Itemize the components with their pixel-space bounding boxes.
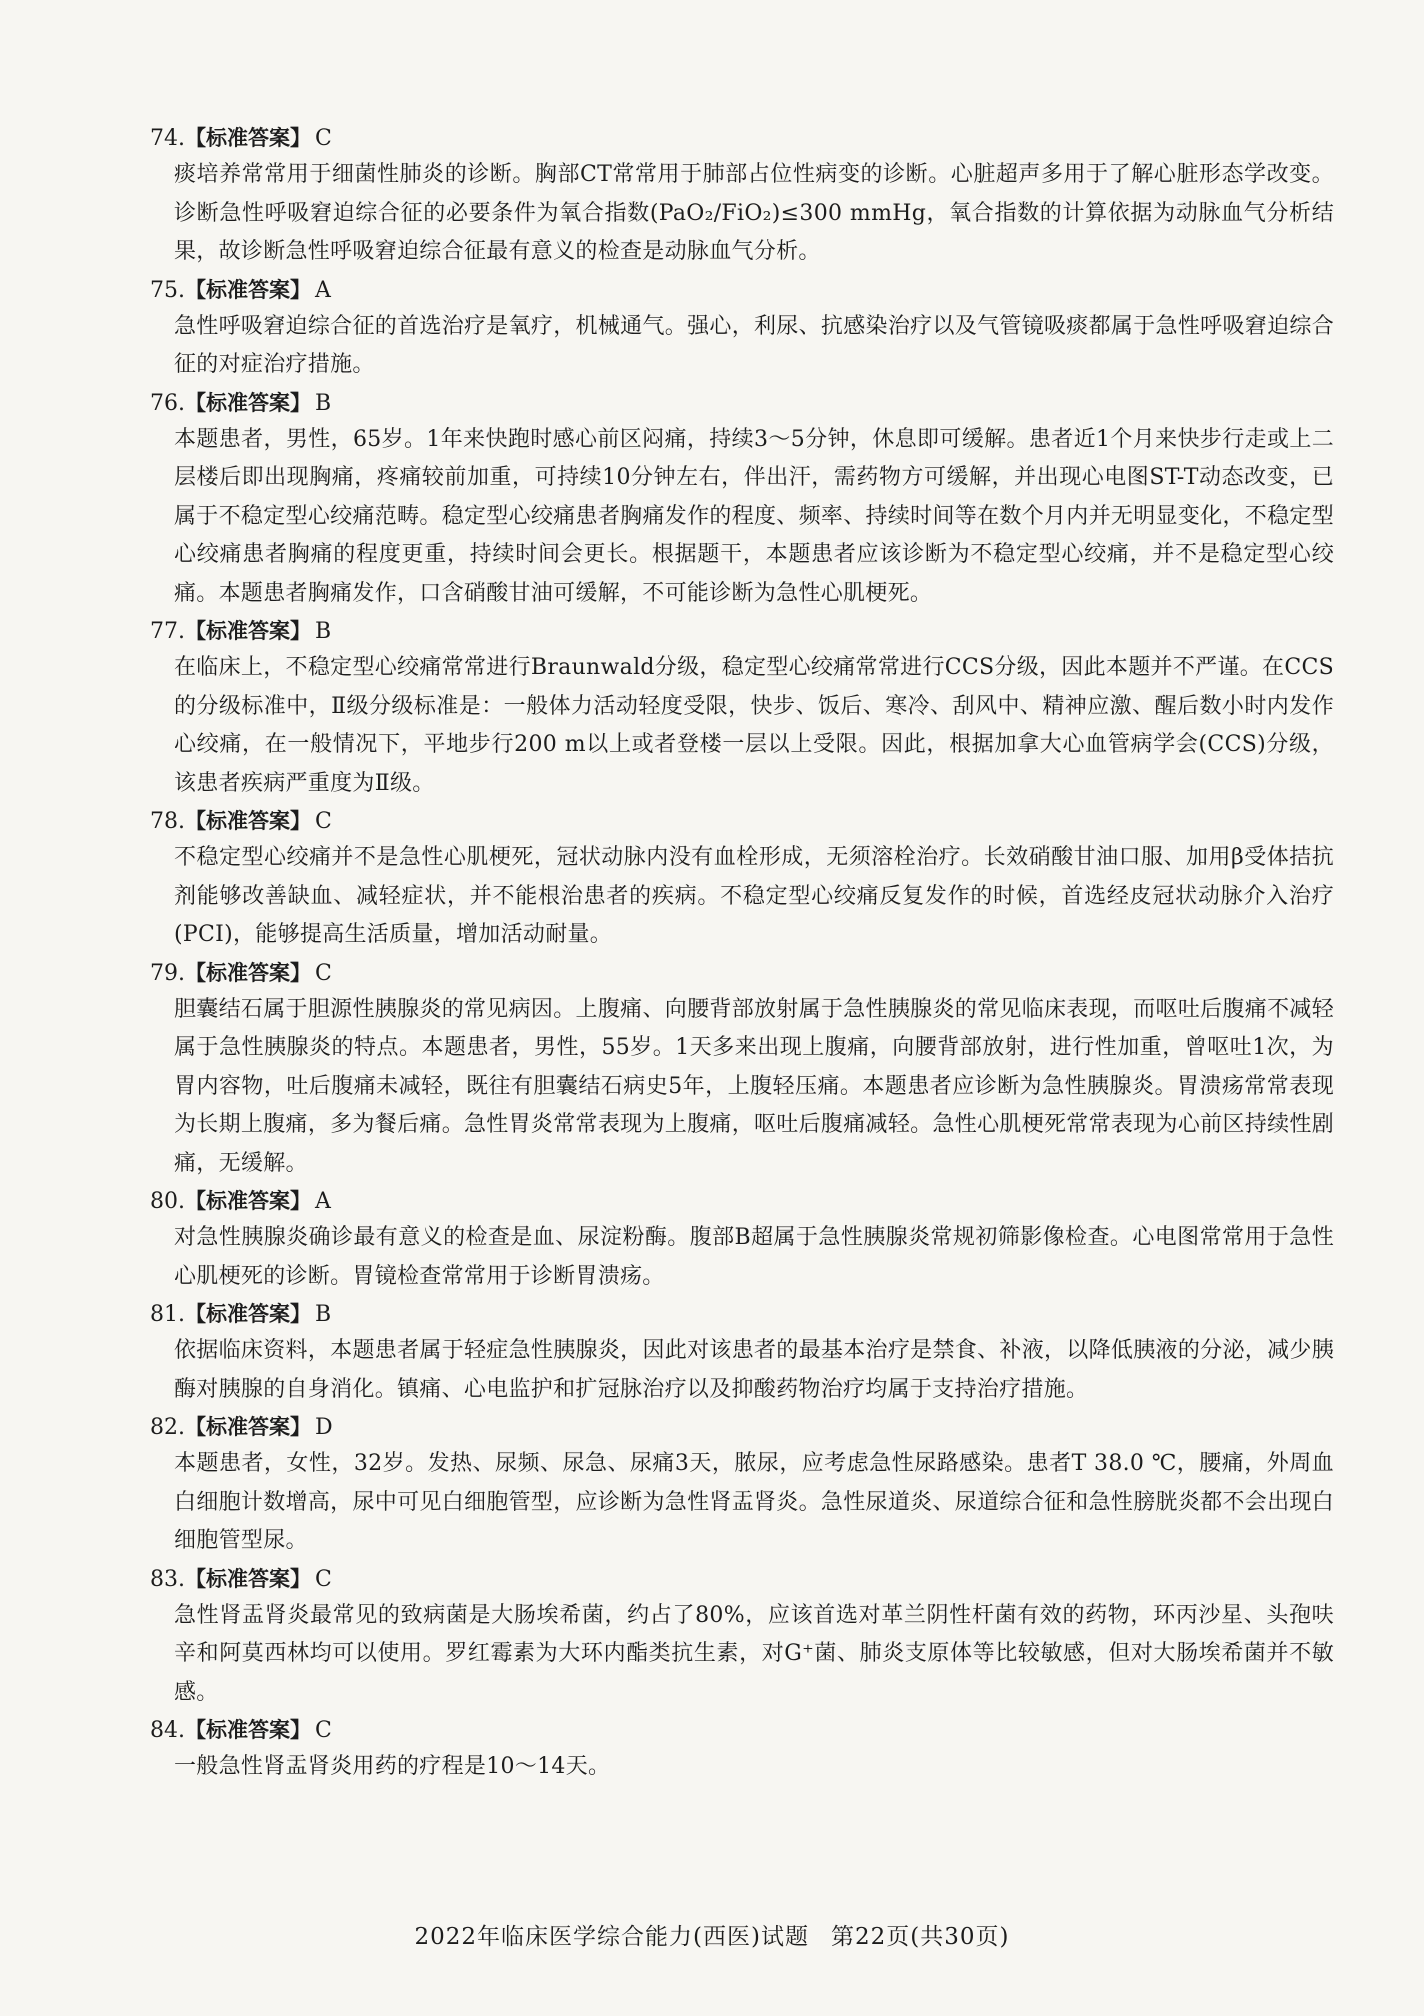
answer-letter: C	[315, 809, 332, 834]
explanation-text: 痰培养常常用于细菌性肺炎的诊断。胸部CT常常用于肺部占位性病变的诊断。心脏超声多用于了解心脏形态学改变。诊断急性呼吸窘迫综合征的必要条件为氧合指数(PaO₂/FiO₂)≤300 mmHg，氧合指数的计算依据为动脉血气分析结果，故诊断急性呼吸窘迫综合征最有意义的检查是动脉血气分析。	[174, 162, 1334, 264]
question-number: 81.	[150, 1302, 185, 1327]
answer-item	[150, 955, 1334, 1184]
question-number: 82.	[150, 1415, 185, 1440]
answer-item	[150, 385, 1334, 614]
explanation-text: 依据临床资料，本题患者属于轻症急性胰腺炎，因此对该患者的最基本治疗是禁食、补液，以降低胰液的分泌，减少胰酶对胰腺的自身消化。镇痛、心电监护和扩冠脉治疗以及抑酸药物治疗均属于支持治疗措施。	[174, 1338, 1334, 1402]
answer-label: 【标准答案】	[185, 1302, 311, 1326]
answer-heading	[150, 955, 1334, 991]
answer-item	[150, 272, 1334, 385]
answer-letter: A	[315, 277, 331, 303]
answer-list	[150, 120, 1334, 1787]
explanation-text: 一般急性肾盂肾炎用药的疗程是10～14天。	[174, 1754, 611, 1779]
answer-item	[150, 120, 1334, 272]
answer-heading	[150, 1183, 1334, 1219]
answer-heading	[150, 120, 1334, 156]
page-footer	[0, 1918, 1424, 1951]
answer-item	[150, 1561, 1334, 1713]
explanation-text: 胆囊结石属于胆源性胰腺炎的常见病因。上腹痛、向腰背部放射属于急性胰腺炎的常见临床表现，而呕吐后腹痛不减轻属于急性胰腺炎的特点。本题患者，男性，55岁。1天多来出现上腹痛，向腰背部放射，进行性加重，曾呕吐1次，为胃内容物，吐后腹痛未减轻，既往有胆囊结石病史5年，上腹轻压痛。本题患者应诊断为急性胰腺炎。胃溃疡常常表现为长期上腹痛，多为餐后痛。急性胃炎常常表现为上腹痛，呕吐后腹痛减轻。急性心肌梗死常常表现为心前区持续性剧痛，无缓解。	[174, 996, 1334, 1176]
question-number: 77.	[150, 619, 185, 644]
question-number: 80.	[150, 1189, 185, 1214]
explanation-text: 不稳定型心绞痛并不是急性心肌梗死，冠状动脉内没有血栓形成，无须溶栓治疗。长效硝酸甘油口服、加用β受体拮抗剂能够改善缺血、减轻症状，并不能根治患者的疾病。不稳定型心绞痛反复发作的时候，首选经皮冠状动脉介入治疗(PCI)，能够提高生活质量，增加活动耐量。	[174, 845, 1334, 947]
question-number: 74.	[150, 126, 185, 151]
answer-heading	[150, 1409, 1334, 1445]
explanation-text: 本题患者，女性，32岁。发热、尿频、尿急、尿痛3天，脓尿，应考虑急性尿路感染。患者T 38.0 ℃，腰痛，外周血白细胞计数增高，尿中可见白细胞管型，应诊断为急性肾盂肾炎。急性尿道炎、尿道综合征和急性膀胱炎都不会出现白细胞管型尿。	[174, 1451, 1334, 1553]
question-number: 84.	[150, 1718, 185, 1743]
answer-letter: C	[315, 1718, 332, 1743]
question-number: 83.	[150, 1566, 185, 1592]
question-number: 75.	[150, 277, 185, 303]
answer-item	[150, 1712, 1334, 1787]
answer-heading	[150, 803, 1334, 839]
answer-letter: C	[315, 1566, 332, 1592]
footer-title: 2022年临床医学综合能力(西医)试题	[414, 1924, 809, 1950]
answer-heading	[150, 1561, 1334, 1597]
answer-heading	[150, 1712, 1334, 1748]
explanation-text: 对急性胰腺炎确诊最有意义的检查是血、尿淀粉酶。腹部B超属于急性胰腺炎常规初筛影像检查。心电图常常用于急性心肌梗死的诊断。胃镜检查常常用于诊断胃溃疡。	[174, 1225, 1334, 1289]
answer-letter: B	[315, 390, 332, 416]
answer-heading	[150, 1296, 1334, 1332]
answer-item	[150, 613, 1334, 803]
footer-page-number: 第22页(共30页)	[831, 1924, 1010, 1950]
answer-label: 【标准答案】	[185, 960, 311, 985]
answer-letter: C	[315, 126, 332, 151]
answer-label: 【标准答案】	[185, 1566, 311, 1591]
answer-label: 【标准答案】	[185, 277, 311, 302]
answer-letter: A	[315, 1189, 331, 1214]
answer-letter: D	[315, 1415, 333, 1440]
explanation-text: 急性呼吸窘迫综合征的首选治疗是氧疗，机械通气。强心，利尿、抗感染治疗以及气管镜吸痰都属于急性呼吸窘迫综合征的对症治疗措施。	[174, 313, 1334, 377]
answer-letter: B	[315, 619, 332, 644]
question-number: 76.	[150, 390, 185, 416]
answer-letter: C	[315, 960, 332, 986]
answer-letter: B	[315, 1302, 332, 1327]
explanation-text: 在临床上，不稳定型心绞痛常常进行Braunwald分级，稳定型心绞痛常常进行CCS分级，因此本题并不严谨。在CCS的分级标准中，Ⅱ级分级标准是：一般体力活动轻度受限，快步、饭后、寒冷、刮风中、精神应激、醒后数小时内发作心绞痛，在一般情况下，平地步行200 m以上或者登楼一层以上受限。因此，根据加拿大心血管病学会(CCS)分级，该患者疾病严重度为Ⅱ级。	[174, 655, 1334, 796]
answer-label: 【标准答案】	[185, 1415, 311, 1439]
answer-item	[150, 803, 1334, 955]
answer-label: 【标准答案】	[185, 126, 311, 150]
answer-heading	[150, 272, 1334, 308]
question-number: 78.	[150, 809, 185, 834]
answer-label: 【标准答案】	[185, 619, 311, 643]
answer-label: 【标准答案】	[185, 1189, 311, 1213]
answer-heading	[150, 613, 1334, 649]
answer-heading	[150, 385, 1334, 421]
answer-item	[150, 1183, 1334, 1296]
answer-label: 【标准答案】	[185, 390, 311, 415]
explanation-text: 本题患者，男性，65岁。1年来快跑时感心前区闷痛，持续3～5分钟，休息即可缓解。患者近1个月来快步行走或上二层楼后即出现胸痛，疼痛较前加重，可持续10分钟左右，伴出汗，需药物方可缓解，并出现心电图ST-T动态改变，已属于不稳定型心绞痛范畴。稳定型心绞痛患者胸痛发作的程度、频率、持续时间等在数个月内并无明显变化，不稳定型心绞痛患者胸痛的程度更重，持续时间会更长。根据题干，本题患者应该诊断为不稳定型心绞痛，并不是稳定型心绞痛。本题患者胸痛发作，口含硝酸甘油可缓解，不可能诊断为急性心肌梗死。	[174, 426, 1334, 606]
answer-label: 【标准答案】	[185, 1718, 311, 1742]
question-number: 79.	[150, 960, 185, 986]
answer-item	[150, 1409, 1334, 1561]
answer-item	[150, 1296, 1334, 1409]
explanation-text: 急性肾盂肾炎最常见的致病菌是大肠埃希菌，约占了80%，应该首选对革兰阴性杆菌有效的药物，环丙沙星、头孢呋辛和阿莫西林均可以使用。罗红霉素为大环内酯类抗生素，对G⁺菌、肺炎支原体等比较敏感，但对大肠埃希菌并不敏感。	[174, 1602, 1334, 1705]
answer-label: 【标准答案】	[185, 809, 311, 833]
